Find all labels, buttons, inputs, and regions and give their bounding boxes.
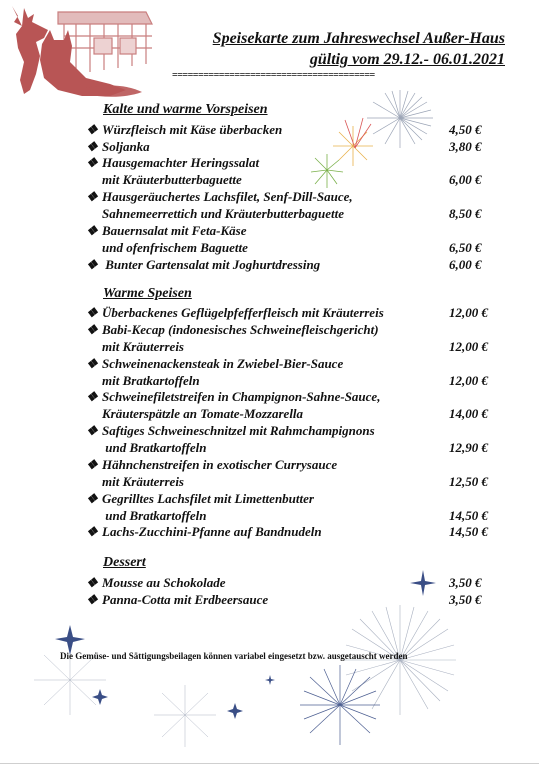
bullet-icon: ❖ [86, 575, 98, 590]
item-price: 6,00 € [449, 257, 482, 272]
item-name: Bunter Gartensalat mit Joghurtdressing [102, 257, 321, 272]
footer-note: Die Gemüse- und Sättigungsbeilagen können variabel eingesetzt bzw. ausgetauscht werden [60, 651, 408, 661]
menu-item [86, 457, 337, 491]
menu-item [86, 356, 343, 390]
item-price: 3,80 € [449, 139, 482, 154]
section-title-dessert: Dessert [103, 555, 146, 570]
menu-item [86, 155, 259, 189]
item-name-line2: mit Kräuterbutterbaguette [102, 171, 242, 187]
bullet-icon: ❖ [86, 305, 98, 320]
menu-item [86, 223, 248, 257]
section-title-mains: Warme Speisen [103, 286, 192, 301]
item-price: 12,00 € [449, 373, 488, 388]
item-price: 12,50 € [449, 474, 488, 489]
item-name: Würzfleisch mit Käse überbacken [102, 122, 283, 137]
item-name-line2: und Bratkartoffeln [102, 507, 207, 523]
item-name-line2: mit Bratkartoffeln [102, 372, 200, 388]
bullet-icon: ❖ [86, 524, 98, 539]
bullet-icon: ❖ [86, 189, 98, 204]
bullet-icon: ❖ [86, 139, 98, 154]
menu-title: Speisekarte zum Jahreswechsel Außer-Haus [212, 30, 505, 47]
item-name: Hähnchenstreifen in exotischer Currysauce [102, 457, 338, 472]
item-name: Hausgemachter Heringssalat [102, 155, 260, 170]
item-name-line2: mit Kräuterreis [102, 338, 184, 354]
bullet-icon: ❖ [86, 223, 98, 238]
item-price: 12,00 € [449, 305, 488, 320]
item-name: Soljanka [102, 139, 150, 154]
bullet-icon: ❖ [86, 257, 98, 272]
item-name: Lachs-Zucchini-Pfanne auf Bandnudeln [102, 524, 322, 539]
item-price: 14,50 € [449, 508, 488, 523]
item-name-line2: Sahnemeerrettich und Kräuterbutterbaguette [102, 205, 344, 221]
item-name-line2: mit Kräuterreis [102, 473, 184, 489]
item-name: Panna-Cotta mit Erdbeersauce [102, 592, 269, 607]
bullet-icon: ❖ [86, 592, 98, 607]
menu-item [86, 389, 380, 423]
item-name: Schweinefiletstreifen in Champignon-Sahne-Sauce, [102, 389, 381, 404]
item-name-line2: Kräuterspätzle an Tomate-Mozzarella [102, 405, 304, 421]
item-name: Gegrilltes Lachsfilet mit Limettenbutter [102, 491, 314, 506]
bullet-icon: ❖ [86, 491, 98, 506]
divider [0, 763, 539, 764]
item-price: 14,00 € [449, 406, 488, 421]
bullet-icon: ❖ [86, 155, 98, 170]
item-price: 12,00 € [449, 339, 488, 354]
menu-item [86, 189, 353, 223]
item-name: Schweinenackensteak in Zwiebel-Bier-Sauce [102, 356, 344, 371]
item-name: Hausgeräuchertes Lachsfilet, Senf-Dill-Sauce, [102, 189, 353, 204]
menu-item [86, 257, 320, 274]
item-name: Saftiges Schweineschnitzel mit Rahmchampignons [102, 423, 375, 438]
bullet-icon: ❖ [86, 356, 98, 371]
separator-line: ======================================= [172, 70, 375, 81]
validity-dates: gültig vom 29.12.- 06.01.2021 [309, 51, 505, 68]
bullet-icon: ❖ [86, 122, 98, 137]
bullet-icon: ❖ [86, 423, 98, 438]
item-price: 6,00 € [449, 172, 482, 187]
menu-item [86, 122, 282, 139]
fireworks-icon [30, 605, 530, 760]
item-name-line2: und Bratkartoffeln [102, 439, 207, 455]
item-price: 3,50 € [449, 575, 482, 590]
fireworks-icon [305, 88, 435, 198]
menu-item [86, 423, 375, 457]
item-name-line2: und ofenfrischem Baguette [102, 239, 248, 255]
deer-fox-house-logo [6, 4, 156, 102]
bullet-icon: ❖ [86, 322, 98, 337]
menu-item [86, 139, 150, 156]
item-price: 12,90 € [449, 440, 488, 455]
item-name: Babi-Kecap (indonesisches Schweinefleischgericht) [102, 322, 379, 337]
menu-item [86, 524, 322, 541]
item-price: 6,50 € [449, 240, 482, 255]
menu-item [86, 575, 226, 592]
item-price: 14,50 € [449, 524, 488, 539]
menu-item [86, 305, 384, 322]
star-sparkle-icon [408, 568, 438, 598]
item-name: Mousse au Schokolade [102, 575, 226, 590]
item-name: Überbackenes Geflügelpfefferfleisch mit Kräuterreis [102, 305, 384, 320]
item-price: 4,50 € [449, 122, 482, 137]
bullet-icon: ❖ [86, 389, 98, 404]
menu-item [86, 322, 379, 356]
bullet-icon: ❖ [86, 457, 98, 472]
item-price: 8,50 € [449, 206, 482, 221]
menu-item [86, 491, 314, 525]
item-price: 3,50 € [449, 592, 482, 607]
section-title-starters: Kalte und warme Vorspeisen [103, 102, 268, 117]
item-name: Bauernsalat mit Feta-Käse [102, 223, 247, 238]
